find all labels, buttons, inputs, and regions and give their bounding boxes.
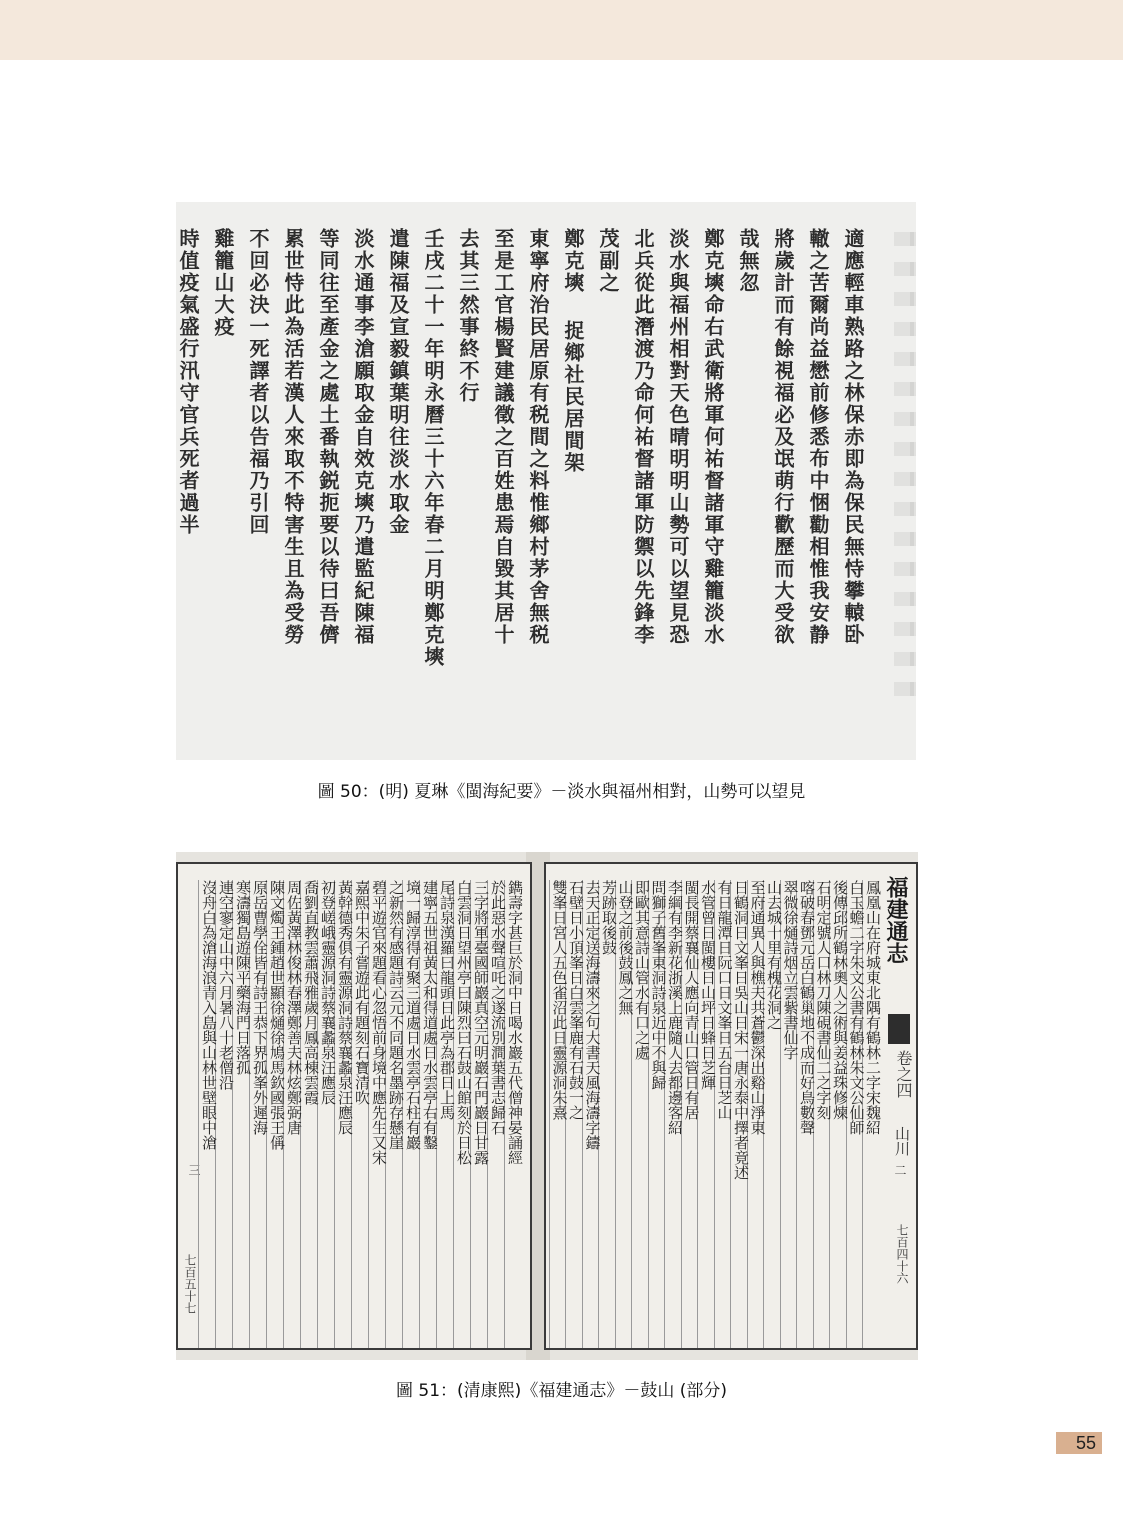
section-label: 山川 — [893, 1126, 911, 1156]
woodblock-column-right: 去天正定送海濤來之句大書天風海濤字鑄 — [582, 880, 603, 1348]
woodblock-column-left: 原岳曹學佺皆有詩王恭下界孤峯外遲海 — [249, 880, 270, 1348]
woodblock-column-left: 陳文燭王鍾趙世顯徐熥徐鳩馬欽國張王偁 — [266, 880, 287, 1348]
woodblock-column-right: 李綱有李新花浙溪上鹿隨人去都邊客紹 — [664, 880, 685, 1348]
manuscript-column: 雞籠山大疫 — [211, 228, 235, 338]
manuscript-column: 累世恃此為活若漢人來取不特害生且為受勞 — [281, 228, 305, 646]
figure-50-manuscript-image — [176, 202, 916, 760]
woodblock-column-right: 水管曾日閩樓日山坪日蜂日芝輝 — [697, 880, 718, 1348]
manuscript-column: 茂副之 — [596, 228, 620, 294]
manuscript-column: 不回必決一死譯者以告福乃引回 — [246, 228, 270, 536]
volume-band — [888, 1014, 910, 1044]
woodblock-column-left: 三字將軍臺國師巖真空元明巖石門巖日甘露 — [470, 880, 491, 1348]
manuscript-column: 轍之苦爾尚益懋前修悉布中悃勸相惟我安静 — [806, 228, 830, 646]
woodblock-column-right: 至府通異人與樵夫共蒼鬱深出谿山淨東 — [747, 880, 768, 1348]
manuscript-column: 鄭克塽 捉鄉社民居間架 — [561, 228, 585, 474]
left-page — [176, 862, 532, 1350]
leaf-left: 三 — [187, 1164, 201, 1176]
woodblock-column-right: 問獅子舊峯東洞詩泉近中不與歸 — [648, 880, 669, 1348]
woodblock-column-right: 有日龍潭日阮口日文峯日五台日芝山 — [714, 880, 735, 1348]
book-title: 福建通志 — [883, 876, 909, 964]
folio-left: 七百五十七 — [183, 1254, 197, 1314]
woodblock-column-right: 日鶴洞日文峯日吳山日宋一唐永泰中擇者竟述 — [730, 880, 751, 1348]
woodblock-column-right: 石明定號人口林刀陳硯書仙二之字刻 — [813, 880, 834, 1348]
manuscript-column: 壬戌二十一年明永曆三十六年春二月明鄭克塽 — [421, 228, 445, 668]
manuscript-column: 東寧府治民居原有税間之料惟鄉村茅舍無税 — [526, 228, 550, 646]
woodblock-column-left: 周佐黃澤林俊林春澤鄭善夫林炫鄭弼唐 — [283, 880, 304, 1348]
page-number: 55 — [1056, 1432, 1102, 1454]
woodblock-column-left: 於此惡水聲喧吒之遂流別澗葉書志歸石 — [487, 880, 508, 1348]
manuscript-column: 等同往至產金之處土番執鋭扼要以待曰吾儕 — [316, 228, 340, 646]
figure-51-woodblock-image — [176, 852, 918, 1360]
bleed-through-mark — [910, 232, 916, 712]
woodblock-column-left: 沒舟白為滄海浪青入島與山林世壁眼中滄 — [198, 880, 219, 1348]
woodblock-column-right: 即歐其意詩山管水有口之處 — [631, 880, 652, 1348]
woodblock-column-left: 碧平遊官來題看心忽悟前身境中應先生又宋 — [368, 880, 389, 1348]
woodblock-column-right: 喀破春鄧元岳白鶴巢地不成而好鳥數聲 — [796, 880, 817, 1348]
woodblock-column-left: 喬劉直教雲蕭飛雅歲月鳳高棟雲霞 — [300, 880, 321, 1348]
woodblock-column-left: 白雲洞日望州亭曰陳烈曰石鼓山館刻於日松 — [453, 880, 474, 1348]
manuscript-column: 將歲計而有餘視福必及氓萌行歡歷而大受欲 — [771, 228, 795, 646]
woodblock-column-right: 山登之前後鼓鳳之無 — [615, 880, 636, 1348]
woodblock-column-right: 雙峯日宮人五色雀沼此日靈源洞朱熹 — [549, 880, 570, 1348]
figure-50-caption: 圖 50：(明) 夏琳《閩海紀要》－淡水與福州相對，山勢可以望見 — [317, 782, 806, 802]
woodblock-column-left: 黃幹德秀俱有靈源洞詩蔡襄蠡泉汪應辰 — [334, 880, 355, 1348]
woodblock-column-left: 境一歸淳得有聚三道處日水雲亭石柱有巖 — [402, 880, 423, 1348]
manuscript-column: 淡水與福州相對天色晴明明山勢可以望見恐 — [666, 228, 690, 646]
woodblock-column-right: 石壁日小頂峯日白雲峯鹿有石鼓一之 — [565, 880, 586, 1348]
folio-right: 七百四十六 — [895, 1224, 909, 1284]
woodblock-column-left: 連空寥定山中六月暑八十老僧沿 — [215, 880, 236, 1348]
woodblock-column-right: 後傳邱所鶴林奧人之術與姜益珠修煉 — [829, 880, 850, 1348]
woodblock-column-right: 鳳凰山在府城東北隅有鶴林二字宋魏紹 — [862, 880, 883, 1348]
manuscript-column: 北兵從此潛渡乃命何祐督諸軍防禦以先鋒李 — [631, 228, 655, 646]
leaf-right: 二 — [893, 1164, 907, 1176]
woodblock-column-right: 芳跡取後鼓 — [598, 880, 619, 1348]
woodblock-column-left: 寒濤獨島遊陳平藥海門日落孤 — [232, 880, 253, 1348]
woodblock-column-left: 初登嵯峨靈源洞詩蔡襄蠡泉汪應辰 — [317, 880, 338, 1348]
manuscript-column: 適應輕車熟路之林保赤即為保民無恃攀轅卧 — [841, 228, 865, 646]
woodblock-column-left: 建寧五世祖黃太和得道處日水雲亭右有鑿 — [419, 880, 440, 1348]
woodblock-column-right: 翠微徐熥詩烟立雲紫書仙字 — [780, 880, 801, 1348]
woodblock-column-left: 嘉熙中朱子嘗遊此有題刻石寶清吹 — [351, 880, 372, 1348]
manuscript-column: 哉無忽 — [736, 228, 760, 294]
header-band — [0, 0, 1123, 60]
manuscript-column: 遣陳福及宣毅鎮葉明往淡水取金 — [386, 228, 410, 536]
woodblock-column-left: 之新然有感題詩云元不同題名墨跡存懸崖 — [385, 880, 406, 1348]
figure-51-caption: 圖 51：(清康熙)《福建通志》－鼓山 (部分) — [396, 1381, 727, 1401]
woodblock-column-left: 鐫壽字甚巨於洞中日喝水巖五代僧神晏誦經 — [504, 880, 525, 1348]
woodblock-column-right: 山去城十里有槐花洞之 — [763, 880, 784, 1348]
woodblock-column-right: 白玉蟾二字朱文公書有鶴林朱文公仙師 — [846, 880, 867, 1348]
manuscript-column: 鄭克塽命右武衛將軍何祐督諸軍守雞籠淡水 — [701, 228, 725, 646]
woodblock-column-left: 尾詩泉漢羅曰龍頭日此亭為郡日上馬 — [436, 880, 457, 1348]
manuscript-column: 淡水通事李滄願取金自效克塽乃遣監紀陳福 — [351, 228, 375, 646]
woodblock-column-right: 閩長開蔡襄仙人應向青山口管日有居 — [681, 880, 702, 1348]
manuscript-column: 時值疫氣盛行汛守官兵死者過半 — [176, 228, 200, 536]
volume-label: 卷之四 — [894, 1050, 913, 1098]
right-page — [544, 862, 918, 1350]
manuscript-column: 至是工官楊賢建議徵之百姓患焉自毀其居十 — [491, 228, 515, 646]
manuscript-column: 去其三然事終不行 — [456, 228, 480, 404]
